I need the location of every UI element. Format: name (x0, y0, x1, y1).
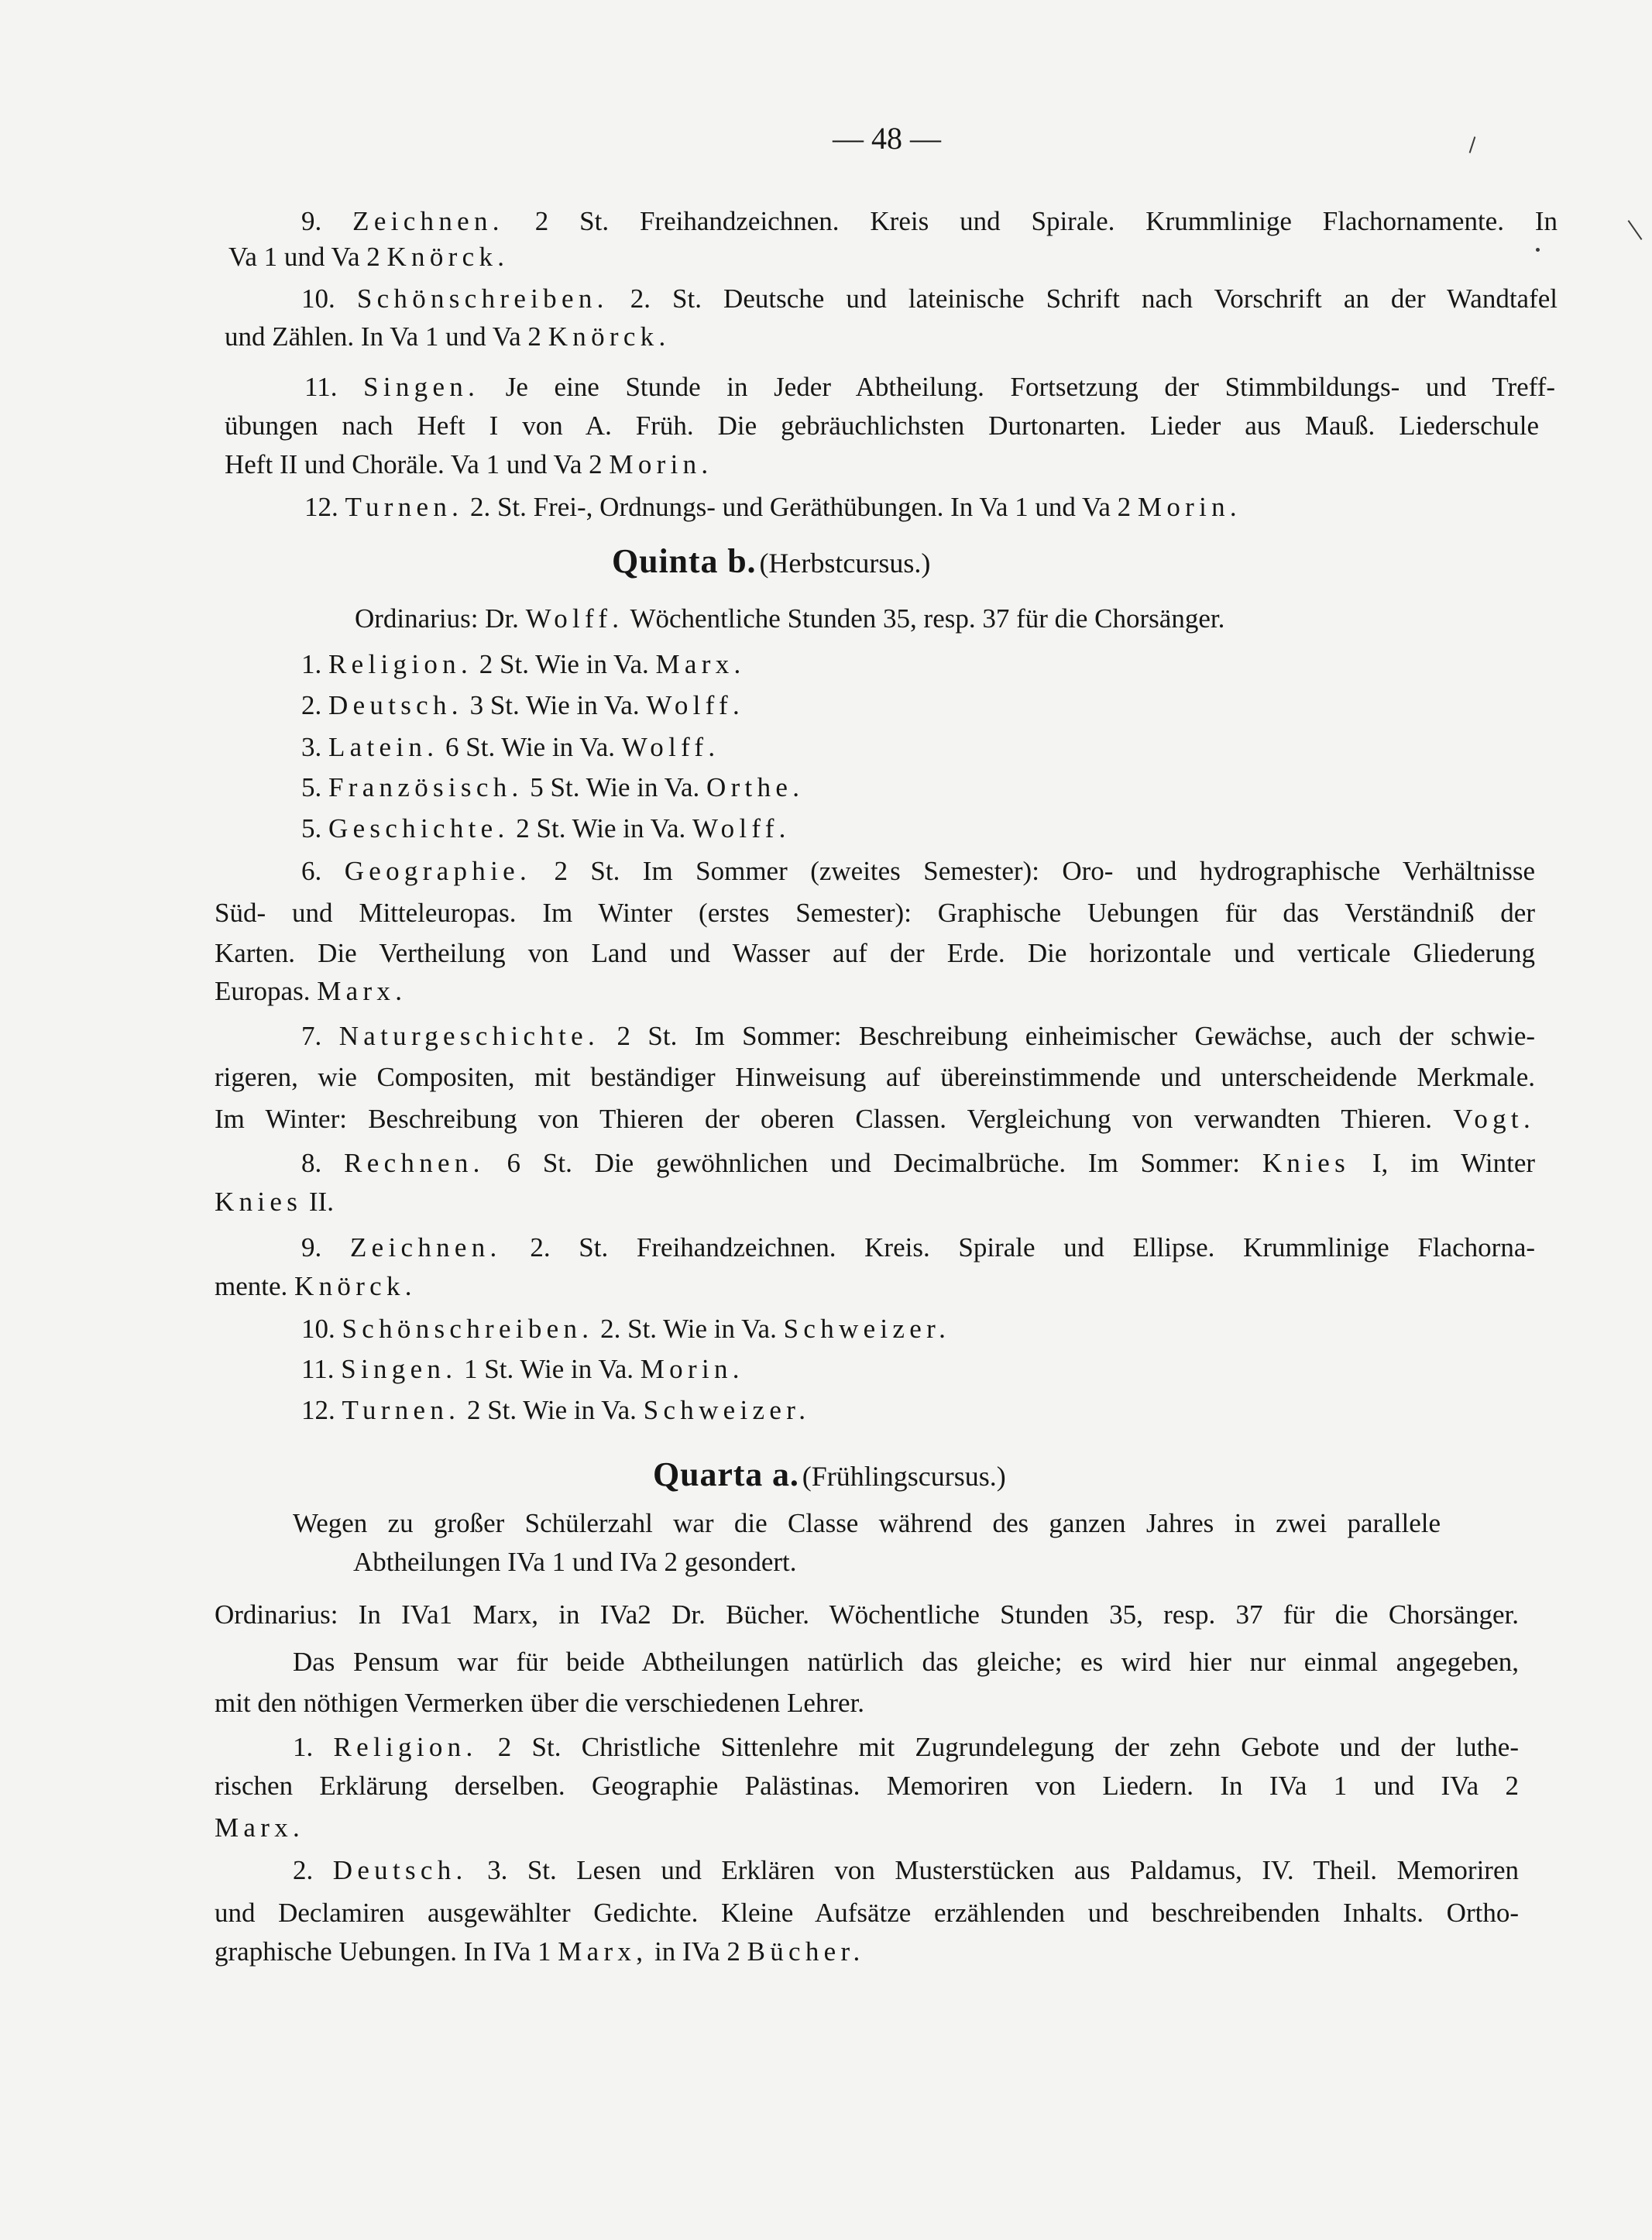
item-number: 1. (301, 649, 322, 679)
item-text: 5 St. Wie in Va. (530, 772, 700, 802)
item-text: mit den nöthigen Vermerken über die verschiedenen Lehrer. (215, 1688, 865, 1718)
item-text: rischen Erklärung derselben. Geographie Palästinas. Memoriren von Liedern. In IVa 1 und IVa 2 (215, 1771, 1519, 1801)
item-number: 7. (301, 1021, 322, 1051)
text-line (293, 1851, 1519, 1890)
text-line (301, 768, 804, 807)
author-name: Knies (215, 1187, 303, 1217)
item-text: 2 St. Wie in Va. (479, 649, 649, 679)
item-text: 2 St. Christliche Sittenlehre mit Zugrundelegung der zehn Gebote und der luthe- (497, 1732, 1519, 1762)
item-number: 5. (301, 813, 322, 843)
teacher-name: Wolff. (692, 813, 791, 843)
subject-name: Deutsch. (332, 1855, 468, 1885)
item-number: 2. (301, 690, 322, 720)
item-text: 2. St. Wie in Va. (600, 1314, 777, 1344)
teacher-name: Marx, (558, 1936, 648, 1967)
item-number: 3. (301, 732, 322, 762)
section-note: (Frühlingscursus.) (802, 1461, 1006, 1492)
subject-name: Schönschreiben. (356, 283, 609, 314)
item-text: 6 St. Die gewöhnlichen und Decimalbrüche. Im Sommer: (507, 1148, 1240, 1178)
teacher-name: Marx. (655, 649, 746, 679)
author-name: Knies (1262, 1148, 1350, 1178)
item-number: 11. (301, 1354, 335, 1384)
subject-name: Religion. (328, 649, 473, 679)
text-line (301, 1144, 1535, 1183)
item-number: 6. (301, 856, 322, 886)
item-text: Abtheilungen IVa 1 und IVa 2 gesondert. (353, 1547, 797, 1577)
item-text: Je eine Stunde in Jeder Abtheilung. Fortsetzung der Stimmbildungs- und Treff- (505, 372, 1556, 402)
item-text: 2. St. Freihandzeichnen. Kreis. Spirale und Ellipse. Krummlinige Flachorna- (530, 1232, 1536, 1263)
subject-name: Naturgeschichte. (338, 1021, 600, 1051)
subject-name: Turnen. (345, 492, 464, 522)
item-text: mente. (215, 1271, 288, 1301)
item-text: 3 St. Wie in Va. (469, 690, 640, 720)
teacher-name: Marx. (317, 976, 407, 1006)
item-text: Ordinarius: Dr. (355, 603, 519, 634)
teacher-name: Marx. (215, 1812, 305, 1843)
subject-name: Turnen. (342, 1395, 461, 1425)
text-line (301, 1391, 810, 1430)
teacher-name: Knörck. (294, 1271, 417, 1301)
item-text: und Zählen. In Va 1 und Va 2 (225, 321, 541, 352)
section-title: Quinta b. (612, 542, 757, 580)
text-line (215, 1183, 334, 1221)
teacher-name: Morin. (609, 449, 713, 479)
teacher-name: Orthe. (706, 772, 805, 802)
item-text: 3. St. Lesen und Erklären von Musterstücken aus Paldamus, IV. Theil. Memoriren (487, 1855, 1519, 1885)
item-text: rigeren, wie Compositen, mit beständiger Hinweisung auf übereinstimmende und unterscheidende Merkmale. (215, 1062, 1535, 1092)
item-text: Süd- und Mitteleuropas. Im Winter (erstes Semester): Graphische Uebungen für das Verständniß der (215, 898, 1535, 928)
teacher-name: Knörck. (386, 242, 510, 272)
scan-mark (1628, 220, 1643, 240)
item-text: 2. St. Frei-, Ordnungs- und Geräthübungen. In Va 1 und Va 2 (469, 492, 1132, 522)
teacher-name: Wolff. (621, 732, 720, 762)
subject-name: Geschichte. (328, 813, 510, 843)
text-line (215, 1767, 1519, 1805)
item-text: Wöchentliche Stunden 35, resp. 37 für die Chorsänger. (630, 603, 1225, 634)
teacher-name: Schweizer. (643, 1395, 811, 1425)
teacher-name: Wolff. (525, 603, 624, 634)
item-text: 2 St. Im Sommer: Beschreibung einheimischer Gewächse, auch der schwie- (616, 1021, 1536, 1051)
item-number: 2. (293, 1855, 314, 1885)
subject-name: Zeichnen. (349, 1232, 502, 1263)
item-text: 2 St. Im Sommer (zweites Semester): Oro- und hydrographische Verhältnisse (554, 856, 1536, 886)
teacher-name: Wolff. (646, 690, 745, 720)
subject-name: Singen. (363, 372, 480, 402)
text-line (293, 1504, 1441, 1543)
text-line (215, 1894, 1519, 1933)
text-line (301, 645, 746, 684)
item-text: und Declamiren ausgewählter Gedichte. Kleine Aufsätze erzählenden und beschreibenden Inhalts. Ortho- (215, 1898, 1519, 1928)
item-number: 5. (301, 772, 322, 802)
item-number: 12. (304, 492, 338, 522)
text-line (301, 1017, 1535, 1056)
item-text: graphische Uebungen. In IVa 1 (215, 1936, 551, 1967)
teacher-name: Vogt. (1453, 1104, 1535, 1134)
page-number: — 48 — (833, 121, 941, 156)
item-text: 1 St. Wie in Va. (464, 1354, 634, 1384)
item-text: Europas. (215, 976, 311, 1006)
text-line (301, 202, 1558, 241)
scan-mark (1469, 136, 1476, 153)
teacher-name: Schweizer. (783, 1314, 951, 1344)
subject-name: Religion. (333, 1732, 478, 1762)
section-heading (653, 1453, 1006, 1496)
item-number: 12. (301, 1395, 335, 1425)
text-line (301, 1228, 1535, 1267)
scan-mark (1536, 248, 1540, 252)
item-number: 10. (301, 283, 335, 314)
subject-name: Französisch. (328, 772, 524, 802)
text-line (215, 972, 407, 1011)
item-number: 9. (301, 206, 322, 236)
item-number: 8. (301, 1148, 322, 1178)
subject-name: Singen. (341, 1354, 458, 1384)
item-text: Im Winter: Beschreibung von Thieren der oberen Classen. Vergleichung von verwandten Thieren. (215, 1104, 1433, 1134)
item-text: Karten. Die Vertheilung von Land und Wasser auf der Erde. Die horizontale und verticale Gliederung (215, 938, 1535, 968)
subject-name: Deutsch. (328, 690, 463, 720)
subject-name: Rechnen. (344, 1148, 485, 1178)
subject-name: Zeichnen. (352, 206, 504, 236)
text-line (215, 1267, 417, 1306)
text-line (301, 1350, 744, 1389)
ordinarius-line (355, 600, 1224, 638)
item-text: 2 St. Freihandzeichnen. Kreis und Spirale. Krummlinige Flachornamente. In (534, 206, 1558, 236)
teacher-name: Morin. (640, 1354, 744, 1384)
text-line (215, 1933, 865, 1971)
text-line (301, 280, 1558, 318)
teacher-name: Morin. (1137, 492, 1242, 522)
text-line (301, 728, 720, 767)
section-heading (612, 540, 930, 583)
text-line (215, 894, 1535, 933)
item-text: Das Pensum war für beide Abtheilungen natürlich das gleiche; es wird hier nur einmal angegeben, (293, 1647, 1519, 1677)
item-text: 6 St. Wie in Va. (445, 732, 615, 762)
text-line (215, 1058, 1535, 1097)
item-text: Heft II und Choräle. Va 1 und Va 2 (225, 449, 603, 479)
item-text: Va 1 und Va 2 (228, 242, 380, 272)
item-text: II. (308, 1187, 334, 1217)
text-line (293, 1643, 1519, 1682)
teacher-name: Bücher. (747, 1936, 865, 1967)
text-line (304, 368, 1555, 407)
item-text: Wegen zu großer Schülerzahl war die Classe während des ganzen Jahres in zwei parallele (293, 1508, 1441, 1538)
text-line (301, 1310, 950, 1348)
item-number: 10. (301, 1314, 335, 1344)
subject-name: Latein. (328, 732, 439, 762)
text-line (215, 1684, 864, 1723)
subject-name: Schönschreiben. (342, 1314, 594, 1344)
text-line (301, 852, 1535, 891)
text-line (225, 445, 713, 484)
ordinarius-line (215, 1596, 1519, 1634)
text-line (304, 488, 1242, 527)
item-text: I, im Winter (1372, 1148, 1536, 1178)
text-line (215, 1809, 304, 1847)
text-line (228, 238, 509, 277)
subject-name: Geographie. (344, 856, 532, 886)
item-text: 2 St. Wie in Va. (466, 1395, 637, 1425)
text-line (215, 1100, 1535, 1139)
text-line (225, 407, 1539, 445)
section-title: Quarta a. (653, 1455, 799, 1493)
section-note: (Herbstcursus.) (759, 548, 931, 579)
text-line (353, 1543, 797, 1582)
text-line (301, 809, 791, 848)
text-line (225, 318, 671, 356)
item-number: 9. (301, 1232, 322, 1263)
teacher-name: Knörck. (548, 321, 671, 352)
text-line (301, 686, 744, 725)
item-text: übungen nach Heft I von A. Früh. Die gebräuchlichsten Durtonarten. Lieder aus Mauß. Liederschule (225, 411, 1539, 441)
text-line (293, 1728, 1519, 1767)
item-number: 1. (293, 1732, 314, 1762)
item-text: in IVa 2 (654, 1936, 740, 1967)
item-text: 2 St. Wie in Va. (516, 813, 686, 843)
text-line (215, 934, 1535, 973)
item-number: 11. (304, 372, 338, 402)
item-text: 2. St. Deutsche und lateinische Schrift nach Vorschrift an der Wandtafel (630, 283, 1558, 314)
item-text: Ordinarius: In IVa1 Marx, in IVa2 Dr. Bücher. Wöchentliche Stunden 35, resp. 37 für die Chorsänger. (215, 1599, 1519, 1630)
